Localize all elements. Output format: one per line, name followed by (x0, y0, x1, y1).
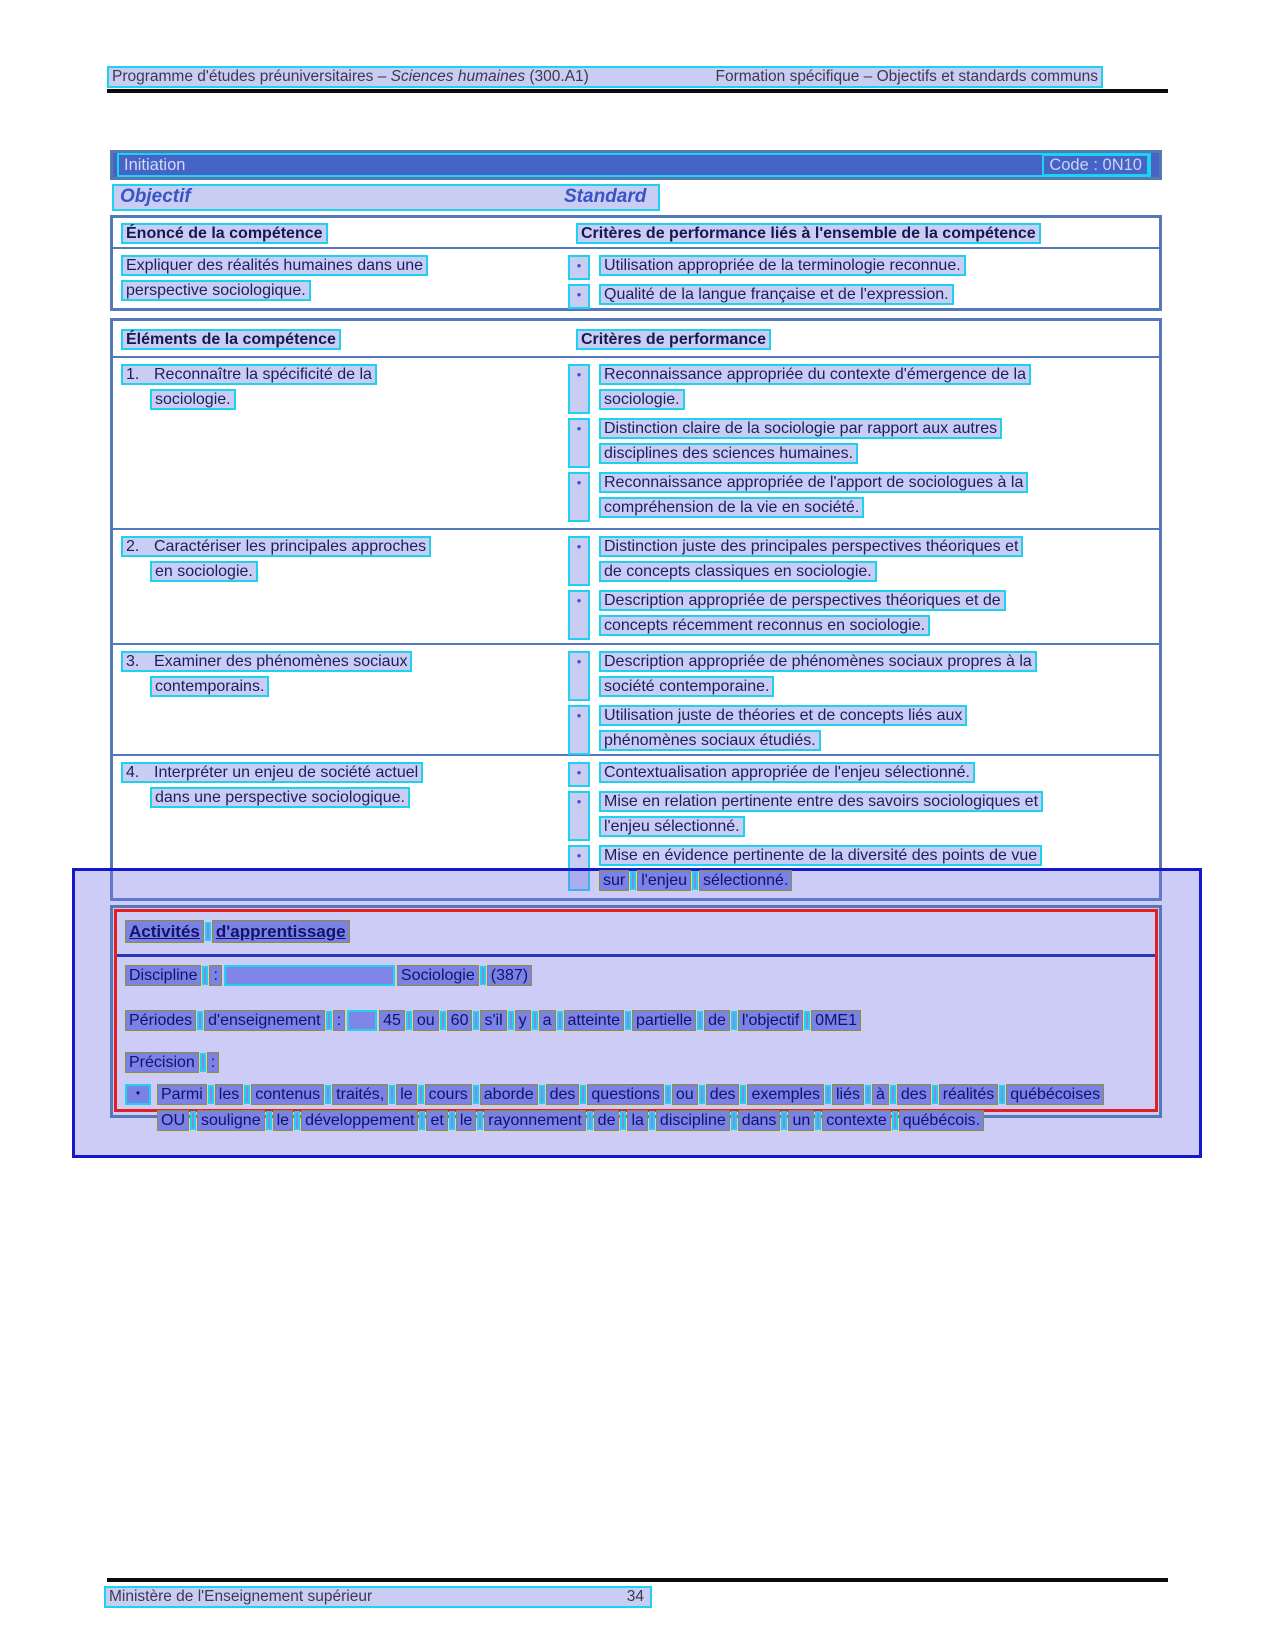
footer-rule (107, 1578, 1168, 1582)
column-header: Critères de performance liés à l'ensemble de la compétence (576, 223, 1041, 244)
bullet-icon: • (568, 284, 590, 309)
space-marker (731, 1111, 737, 1130)
word-chip: 45 (379, 1010, 405, 1031)
space-marker (825, 1085, 831, 1104)
word-chip: 60 (447, 1010, 473, 1031)
header-rule (107, 89, 1168, 93)
space-marker (804, 1011, 810, 1030)
word-chip: québécoises (1006, 1084, 1104, 1105)
bullet-icon: • (568, 651, 590, 701)
criteria-cell (562, 364, 1159, 528)
word-chip: souligne (197, 1110, 265, 1131)
criterion-line: Reconnaissance appropriée de l'apport de sociologues à la (599, 472, 1028, 493)
word-chip: des (897, 1084, 931, 1105)
criterion-line: société contemporaine. (599, 676, 774, 697)
space-marker (620, 1111, 626, 1130)
space-marker (325, 1085, 331, 1104)
activities-table (110, 905, 1162, 1129)
elements-table (110, 318, 1162, 901)
word-chip: Parmi (157, 1084, 207, 1105)
criterion-item (568, 705, 1159, 755)
space-marker (449, 1111, 455, 1130)
precision-row (125, 1052, 219, 1073)
competence-table-row (113, 249, 1159, 313)
column-header: Éléments de la compétence (121, 329, 341, 350)
element-line: sociologie. (150, 389, 236, 410)
word-chip: rayonnement (484, 1110, 585, 1131)
bullet-icon: • (568, 418, 590, 468)
bullet-icon: • (568, 762, 590, 787)
header-left-text: Programme d'études préuniversitaires – Sciences humaines (300.A1) (112, 68, 589, 85)
criterion-item (568, 590, 1159, 640)
element-line: contemporains. (150, 676, 269, 697)
space-marker (781, 1111, 787, 1130)
unit-banner (110, 150, 1162, 180)
word-chip: à (872, 1084, 889, 1105)
bullet-icon: • (568, 845, 590, 891)
word-chip: contenus (251, 1084, 324, 1105)
word-chip: traités, (332, 1084, 388, 1105)
criterion-item (568, 364, 1159, 414)
standard-heading: Standard (564, 186, 647, 207)
word-chip: dans (738, 1110, 781, 1131)
periods-label (125, 1010, 345, 1031)
space-marker (326, 1011, 332, 1030)
page-header-highlight (107, 66, 1103, 88)
space-marker (419, 1111, 425, 1130)
criterion-line: Distinction juste des principales perspectives théoriques et (599, 536, 1023, 557)
word-chip: (387) (487, 965, 532, 986)
competence-table-header (113, 218, 1159, 249)
criterion-line: Mise en évidence pertinente de la diversité des points de vue (599, 845, 1042, 866)
criteria-cell (562, 651, 1159, 754)
word-chip: Sociologie (397, 965, 479, 986)
criterion-item (568, 418, 1159, 468)
criteria-cell (562, 255, 1159, 313)
word-chip: liés (832, 1084, 864, 1105)
note-line (157, 1110, 984, 1131)
criterion-item (568, 284, 1159, 309)
page-header (107, 66, 1103, 88)
activities-red-border (114, 909, 1158, 1129)
word-chip: développement (301, 1110, 418, 1131)
criterion-line: l'enjeu sélectionné. (599, 816, 745, 837)
word-chip: partielle (632, 1010, 696, 1031)
space-marker (202, 966, 208, 985)
space-marker (508, 1011, 514, 1030)
space-marker (532, 1011, 538, 1030)
space-marker (630, 871, 636, 890)
element-cell (113, 762, 562, 898)
space-marker (892, 1111, 898, 1130)
space-marker (389, 1085, 395, 1104)
word-chip: des (706, 1084, 740, 1105)
space-marker (587, 1111, 593, 1130)
unit-banner-highlight (117, 153, 1151, 177)
page-footer-highlight (104, 1586, 652, 1608)
word-chip: un (788, 1110, 814, 1131)
criteria-cell (562, 536, 1159, 643)
criterion-line: disciplines des sciences humaines. (599, 443, 858, 464)
element-row (113, 358, 1159, 528)
criterion-item (568, 536, 1159, 586)
word-chip: ou (672, 1084, 698, 1105)
criterion-item (568, 845, 1159, 891)
space-marker (473, 1011, 479, 1030)
word-chip: d'enseignement (204, 1010, 324, 1031)
word-chip: de (704, 1010, 730, 1031)
footer-left-text: Ministère de l'Enseignement supérieur (109, 1588, 373, 1605)
precision-label (125, 1052, 219, 1073)
space-marker (699, 1085, 705, 1104)
word-chip: s'il (480, 1010, 506, 1031)
objectif-heading: Objectif (120, 186, 191, 207)
element-line: 2. Caractériser les principales approches (121, 536, 431, 557)
periods-row (125, 1010, 861, 1031)
criterion-line: phénomènes sociaux étudiés. (599, 730, 821, 751)
space-marker (208, 1085, 214, 1104)
word-chip: le (273, 1110, 293, 1131)
word-chip: Discipline (125, 965, 201, 986)
word-chip: les (215, 1084, 243, 1105)
word-chip: Précision (125, 1052, 199, 1073)
bullet-icon: • (568, 791, 590, 841)
criterion-line: Utilisation appropriée de la terminologie reconnue. (599, 255, 966, 276)
space-marker (418, 1085, 424, 1104)
criterion-item (568, 762, 1159, 787)
space-marker (205, 922, 211, 941)
space-marker (266, 1111, 272, 1130)
word-chip: ou (413, 1010, 439, 1031)
space-marker (557, 1011, 563, 1030)
element-row (113, 643, 1159, 754)
word-chip: discipline (656, 1110, 730, 1131)
word-chip: Périodes (125, 1010, 196, 1031)
space-marker (539, 1085, 545, 1104)
word-chip: de (594, 1110, 620, 1131)
element-cell (113, 651, 562, 754)
statement-cell (113, 255, 562, 313)
word-chip: contexte (822, 1110, 890, 1131)
space-marker (649, 1111, 655, 1130)
space-marker (865, 1085, 871, 1104)
activities-title-rule (117, 954, 1155, 957)
header-left-italic: Sciences humaines (390, 68, 526, 85)
word-chip: cours (425, 1084, 472, 1105)
column-header: Énoncé de la compétence (121, 223, 328, 244)
element-line: dans une perspective sociologique. (150, 787, 410, 808)
element-line: 1. Reconnaître la spécificité de la (121, 364, 377, 385)
statement-line: perspective sociologique. (121, 280, 311, 301)
space-marker (815, 1111, 821, 1130)
word-chip: le (396, 1084, 416, 1105)
element-cell (113, 364, 562, 528)
bullet-icon: • (125, 1084, 151, 1105)
column-header: Critères de performance (576, 329, 771, 350)
word-chip: sur (599, 870, 629, 891)
criteria-cell (562, 762, 1159, 898)
word-chip: exemples (747, 1084, 823, 1105)
statement-line: Expliquer des réalités humaines dans une (121, 255, 428, 276)
space-marker (999, 1085, 1005, 1104)
word-chip: le (456, 1110, 476, 1131)
competence-table (110, 215, 1162, 311)
element-cell (113, 536, 562, 643)
word-chip: : (209, 965, 221, 986)
unit-banner-inner (113, 153, 1159, 177)
unit-title: Initiation (124, 155, 186, 174)
criterion-line: Qualité de la langue française et de l'expression. (599, 284, 954, 305)
bullet-icon: • (568, 255, 590, 280)
criterion-line: de concepts classiques en sociologie. (599, 561, 877, 582)
space-marker (244, 1085, 250, 1104)
word-chip: l'objectif (738, 1010, 803, 1031)
bullet-icon: • (568, 536, 590, 586)
criterion-line: Reconnaissance appropriée du contexte d'émergence de la (599, 364, 1031, 385)
space-marker (440, 1011, 446, 1030)
criterion-line: sociologie. (599, 389, 685, 410)
word-chip: : (333, 1010, 345, 1031)
word-chip: questions (587, 1084, 664, 1105)
discipline-row (125, 965, 532, 986)
element-line: 3. Examiner des phénomènes sociaux (121, 651, 412, 672)
word-chip: aborde (480, 1084, 538, 1105)
space-marker (731, 1011, 737, 1030)
page-number: 34 (626, 1588, 644, 1605)
criterion-line: Description appropriée de phénomènes sociaux propres à la (599, 651, 1037, 672)
tab-space-marker (347, 1010, 377, 1031)
space-marker (692, 871, 698, 890)
bullet-icon: • (568, 705, 590, 755)
element-row (113, 528, 1159, 643)
space-marker (406, 1011, 412, 1030)
word-chip: sélectionné. (699, 870, 792, 891)
periods-value (379, 1010, 861, 1031)
space-marker (625, 1011, 631, 1030)
page-footer (104, 1586, 652, 1608)
space-marker (697, 1011, 703, 1030)
criterion-item (568, 255, 1159, 280)
space-marker (477, 1111, 483, 1130)
bullet-icon: • (568, 590, 590, 640)
space-marker (294, 1111, 300, 1130)
word-chip: québécois. (899, 1110, 984, 1131)
word-chip: l'enjeu (637, 870, 691, 891)
space-marker (200, 1053, 206, 1072)
word-chip: OU (157, 1110, 189, 1131)
activities-title (125, 920, 350, 943)
word-chip: a (539, 1010, 556, 1031)
space-marker (740, 1085, 746, 1104)
discipline-label (125, 965, 222, 986)
unit-code: Code : 0N10 (1042, 154, 1149, 176)
element-line: en sociologie. (150, 561, 258, 582)
criterion-line: concepts récemment reconnus en sociologie. (599, 615, 930, 636)
criterion-line: Utilisation juste de théories et de concepts liés aux (599, 705, 967, 726)
section-heading-row (112, 184, 660, 211)
space-marker (932, 1085, 938, 1104)
criterion-line: compréhension de la vie en société. (599, 497, 864, 518)
word-chip: des (546, 1084, 580, 1105)
criterion-item (568, 651, 1159, 701)
discipline-value (397, 965, 532, 986)
word-chip: 0ME1 (811, 1010, 861, 1031)
space-marker (890, 1085, 896, 1104)
word-chip: y (515, 1010, 531, 1031)
criterion-line: Description appropriée de perspectives théoriques et de (599, 590, 1006, 611)
word-chip: : (207, 1052, 219, 1073)
space-marker (197, 1011, 203, 1030)
criterion-item (568, 472, 1159, 522)
word-chip: d'apprentissage (212, 920, 350, 943)
note-line (157, 1084, 1104, 1105)
space-marker (665, 1085, 671, 1104)
tab-space-marker (224, 965, 395, 986)
word-chip: atteinte (564, 1010, 624, 1031)
criterion-item (568, 791, 1159, 841)
word-chip: Activités (125, 920, 204, 943)
word-chip: et (426, 1110, 447, 1131)
header-right-text: Formation spécifique – Objectifs et standards communs (715, 68, 1098, 85)
word-chip: réalités (939, 1084, 999, 1105)
bullet-icon: • (568, 364, 590, 414)
precision-note (157, 1084, 1104, 1136)
bullet-icon: • (568, 472, 590, 522)
element-line: 4. Interpréter un enjeu de société actuel (121, 762, 423, 783)
space-marker (190, 1111, 196, 1130)
criterion-line: Mise en relation pertinente entre des savoirs sociologiques et (599, 791, 1043, 812)
criterion-line-annotated (599, 870, 792, 891)
space-marker (580, 1085, 586, 1104)
element-row (113, 754, 1159, 898)
criterion-line: Distinction claire de la sociologie par rapport aux autres (599, 418, 1002, 439)
criterion-line: Contextualisation appropriée de l'enjeu sélectionné. (599, 762, 975, 783)
space-marker (480, 966, 486, 985)
word-chip: la (627, 1110, 647, 1131)
elements-table-header (113, 321, 1159, 358)
space-marker (473, 1085, 479, 1104)
